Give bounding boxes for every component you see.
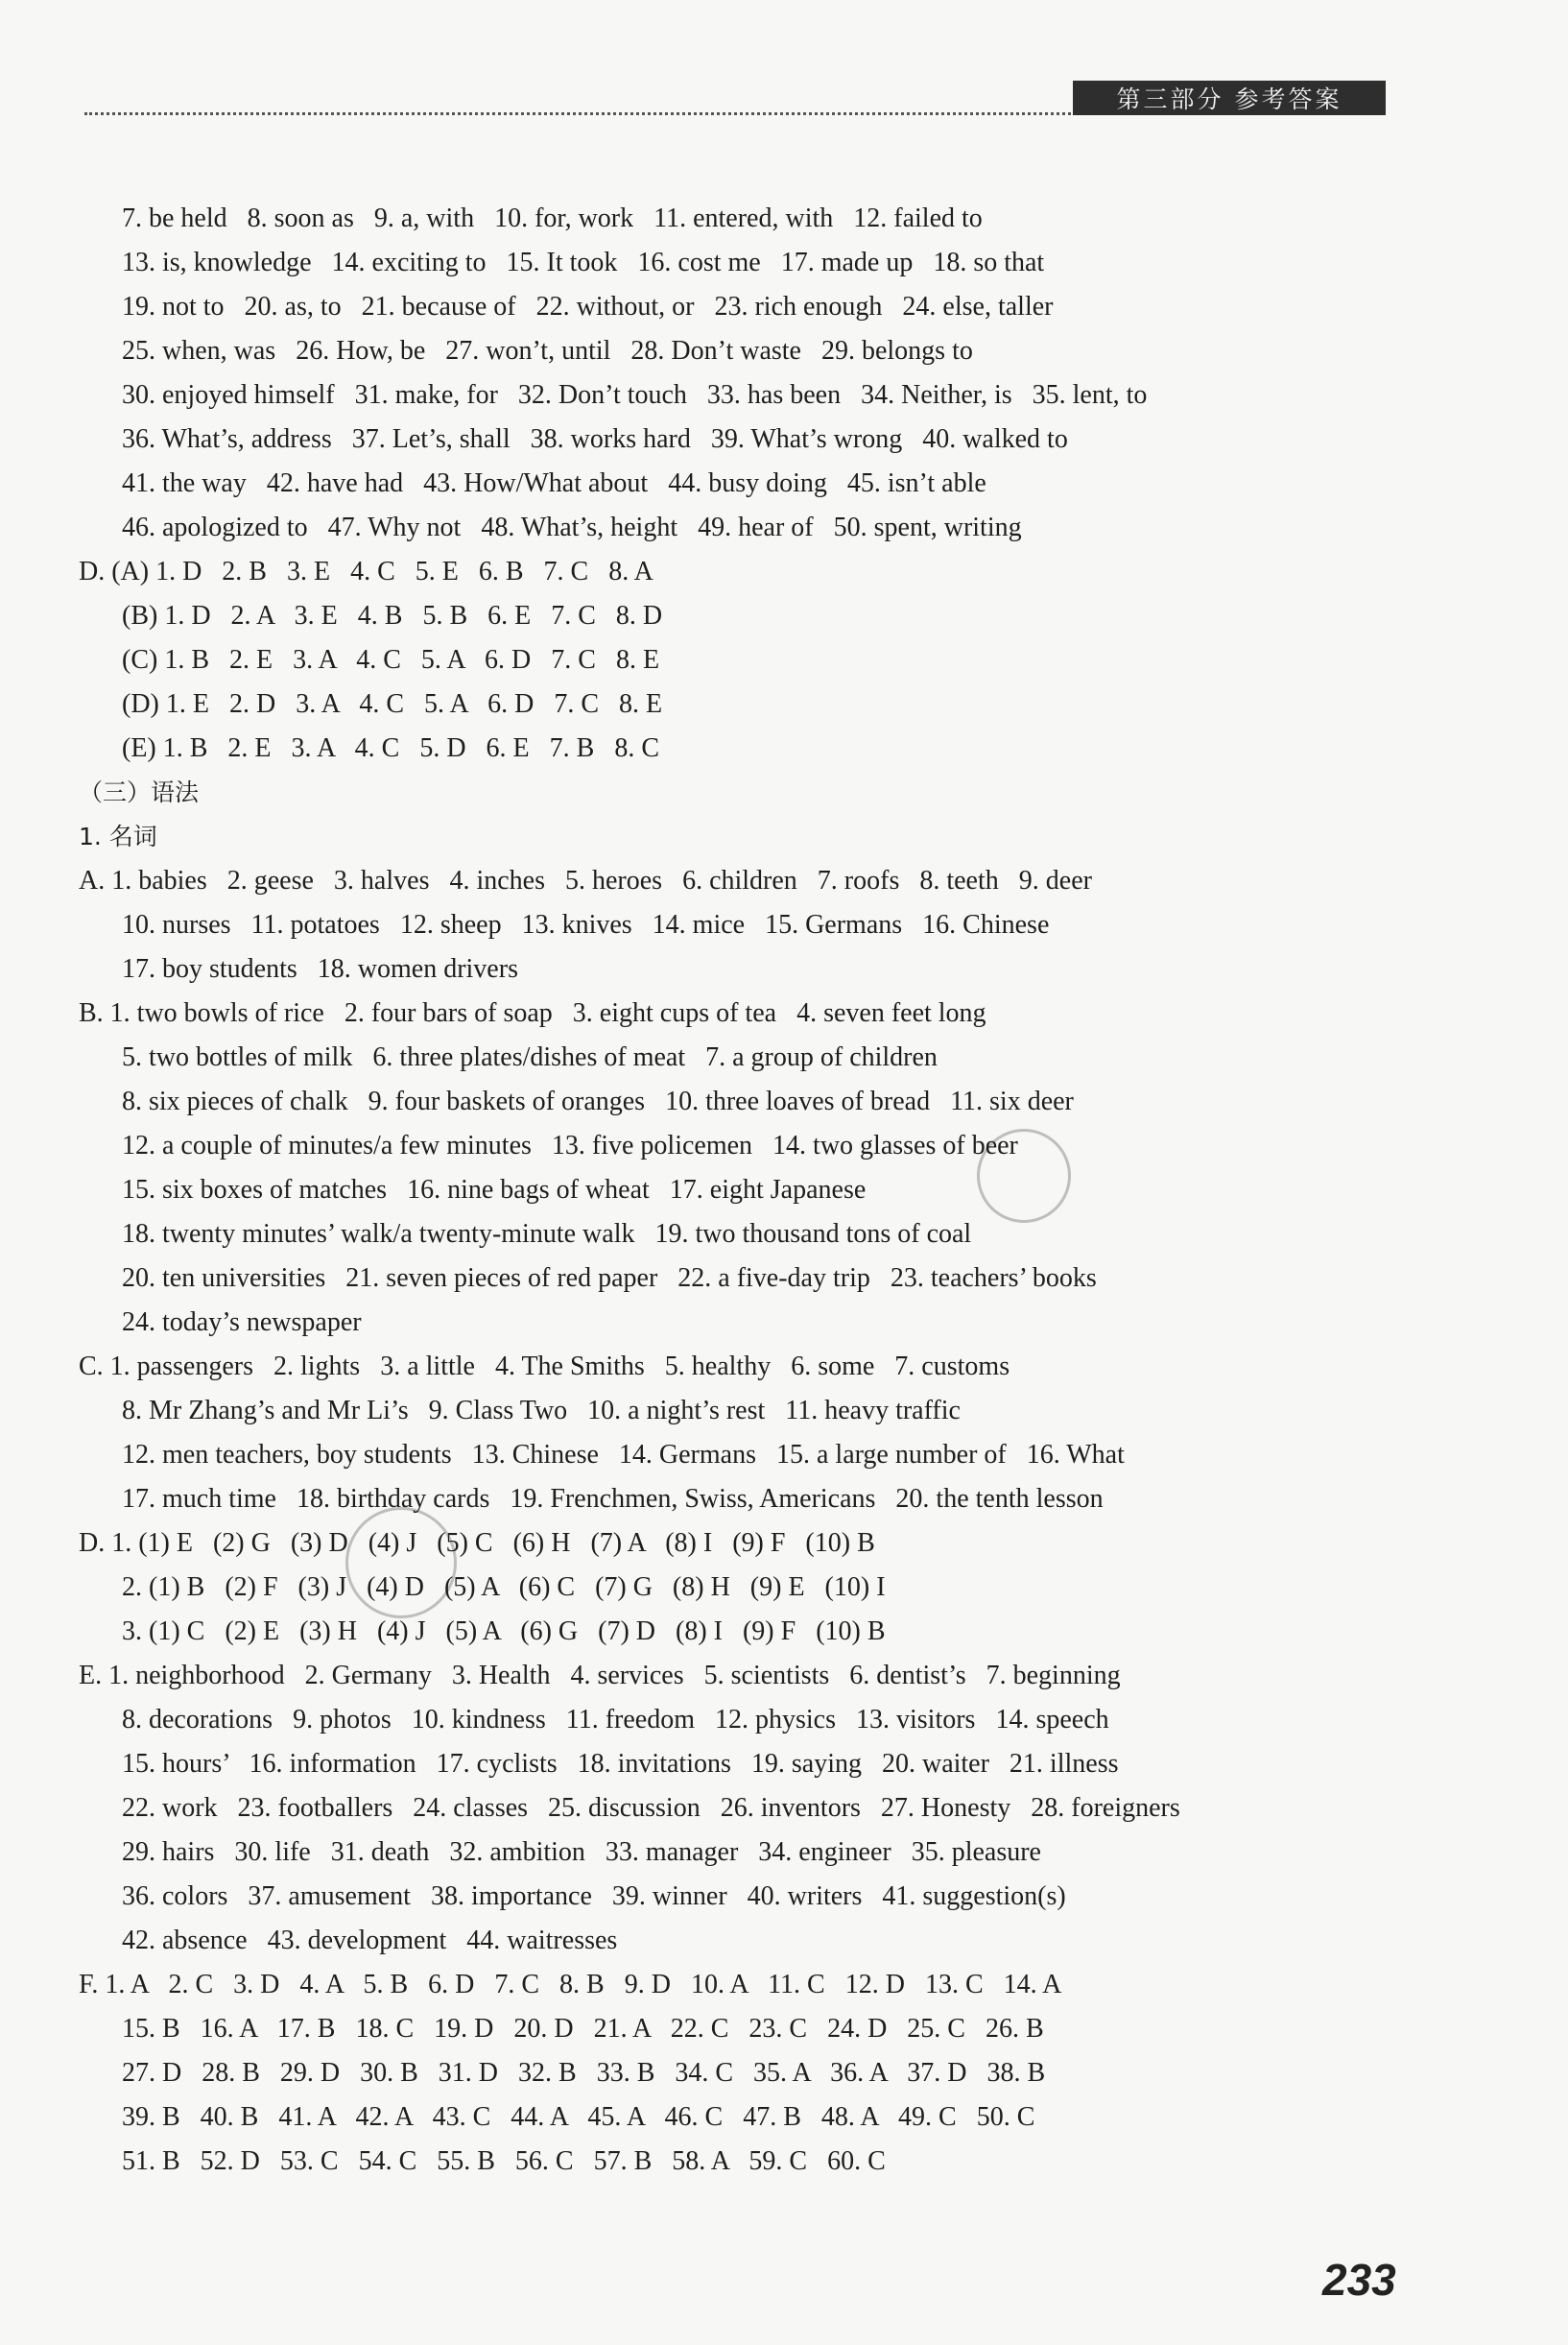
answer-line: (E) 1. B 2. E 3. A 4. C 5. D 6. E 7. B 8. C [122,733,660,763]
answer-line: 5. two bottles of milk 6. three plates/dishes of meat 7. a group of children [122,1042,938,1072]
answer-line: 36. colors 37. amusement 38. importance 39. winner 40. writers 41. suggestion(s) [122,1881,1066,1911]
answer-line: 51. B 52. D 53. C 54. C 55. B 56. C 57. B 58. A 59. C 60. C [122,2146,886,2176]
answer-line: 12. men teachers, boy students 13. Chinese 14. Germans 15. a large number of 16. What [122,1440,1125,1470]
answer-line: 39. B 40. B 41. A 42. A 43. C 44. A 45. A 46. C 47. B 48. A 49. C 50. C [122,2102,1035,2132]
answer-line: 18. twenty minutes’ walk/a twenty-minute walk 19. two thousand tons of coal [122,1219,972,1249]
answer-line: 29. hairs 30. life 31. death 32. ambition 33. manager 34. engineer 35. pleasure [122,1837,1041,1867]
answer-line: 17. much time 18. birthday cards 19. Frenchmen, Swiss, Americans 20. the tenth lesson [122,1484,1104,1514]
answer-line: 8. Mr Zhang’s and Mr Li’s 9. Class Two 10. a night’s rest 11. heavy traffic [122,1396,961,1425]
answer-line: 17. boy students 18. women drivers [122,954,518,984]
answer-line: D. 1. (1) E (2) G (3) D (4) J (5) C (6) H (7) A (8) I (9) F (10) B [79,1528,875,1558]
subsection-heading: 1. 名词 [79,823,157,850]
answer-line: 24. today’s newspaper [122,1307,362,1337]
answer-line: 20. ten universities 21. seven pieces of red paper 22. a five-day trip 23. teachers’ books [122,1263,1097,1293]
answer-line: 15. six boxes of matches 16. nine bags of wheat 17. eight Japanese [122,1175,867,1205]
answer-line: C. 1. passengers 2. lights 3. a little 4. The Smiths 5. healthy 6. some 7. customs [79,1352,1010,1381]
answer-line: E. 1. neighborhood 2. Germany 3. Health 4. services 5. scientists 6. dentist’s 7. beginning [79,1661,1121,1690]
answer-line: 36. What’s, address 37. Let’s, shall 38. works hard 39. What’s wrong 40. walked to [122,424,1068,454]
answer-line: D. (A) 1. D 2. B 3. E 4. C 5. E 6. B 7. C 8. A [79,557,653,586]
answer-line: 12. a couple of minutes/a few minutes 13. five policemen 14. two glasses of beer [122,1131,1018,1161]
answer-line: 27. D 28. B 29. D 30. B 31. D 32. B 33. B 34. C 35. A 36. A 37. D 38. B [122,2058,1046,2088]
page-number: 233 [1322,2255,1396,2305]
answer-line: 41. the way 42. have had 43. How/What about 44. busy doing 45. isn’t able [122,468,986,498]
answer-line: 46. apologized to 47. Why not 48. What’s, height 49. hear of 50. spent, writing [122,513,1022,542]
answer-line: (D) 1. E 2. D 3. A 4. C 5. A 6. D 7. C 8. E [122,689,663,719]
answer-line: 15. hours’ 16. information 17. cyclists 18. invitations 19. saying 20. waiter 21. illness [122,1749,1119,1779]
answer-line: 25. when, was 26. How, be 27. won’t, until 28. Don’t waste 29. belongs to [122,336,973,366]
answer-line: (C) 1. B 2. E 3. A 4. C 5. A 6. D 7. C 8. E [122,645,660,675]
answer-line: F. 1. A 2. C 3. D 4. A 5. B 6. D 7. C 8. B 9. D 10. A 11. C 12. D 13. C 14. A [79,1970,1062,1999]
answer-line: 7. be held 8. soon as 9. a, with 10. for, work 11. entered, with 12. failed to [122,203,983,233]
answer-line: B. 1. two bowls of rice 2. four bars of soap 3. eight cups of tea 4. seven feet long [79,998,986,1028]
section-header: 第三部分 参考答案 [1073,81,1386,115]
answer-line: 42. absence 43. development 44. waitresses [122,1926,618,1955]
answer-line: (B) 1. D 2. A 3. E 4. B 5. B 6. E 7. C 8. D [122,601,663,631]
answer-line: 8. decorations 9. photos 10. kindness 11. freedom 12. physics 13. visitors 14. speech [122,1705,1109,1735]
section-heading: （三）语法 [79,778,200,806]
answer-line: 15. B 16. A 17. B 18. C 19. D 20. D 21. A 22. C 23. C 24. D 25. C 26. B [122,2014,1044,2044]
answer-line: 19. not to 20. as, to 21. because of 22. without, or 23. rich enough 24. else, taller [122,292,1054,322]
answer-line: 22. work 23. footballers 24. classes 25. discussion 26. inventors 27. Honesty 28. foreigners [122,1793,1180,1823]
answer-line: 10. nurses 11. potatoes 12. sheep 13. knives 14. mice 15. Germans 16. Chinese [122,910,1050,940]
answer-line: 8. six pieces of chalk 9. four baskets of oranges 10. three loaves of bread 11. six deer [122,1087,1074,1116]
answer-line: 2. (1) B (2) F (3) J (4) D (5) A (6) C (7) G (8) H (9) E (10) I [122,1572,886,1602]
answer-line: 30. enjoyed himself 31. make, for 32. Don’t touch 33. has been 34. Neither, is 35. lent, to [122,380,1148,410]
answer-line: A. 1. babies 2. geese 3. halves 4. inches 5. heroes 6. children 7. roofs 8. teeth 9. deer [79,866,1092,896]
answer-line: 3. (1) C (2) E (3) H (4) J (5) A (6) G (7) D (8) I (9) F (10) B [122,1616,886,1646]
answer-line: 13. is, knowledge 14. exciting to 15. It took 16. cost me 17. made up 18. so that [122,248,1045,277]
